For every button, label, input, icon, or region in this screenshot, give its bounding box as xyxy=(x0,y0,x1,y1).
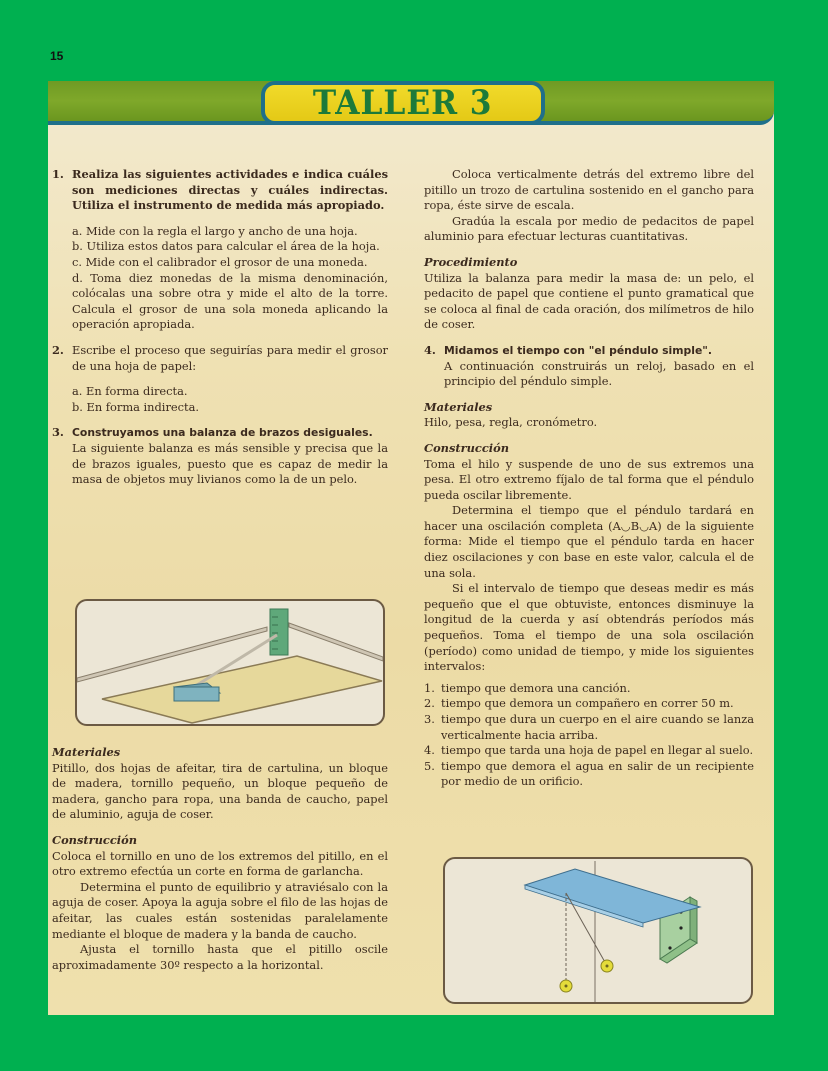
page-title: TALLER 3 xyxy=(313,83,493,123)
procedimiento-label: Procedimiento xyxy=(424,254,518,269)
pendulum-diagram xyxy=(443,857,753,1004)
exercise-3-title: Construyamos una balanza de brazos desiguales. xyxy=(72,426,373,440)
exercise-4 xyxy=(424,343,754,390)
construccion-paragraph-2: Determina el tiempo que el péndulo tardará en hacer una oscilación completa (A◡B◡A) de la siguiente forma: Mide el tiempo que el péndulo tarda en hacer diez oscilaciones y con base en este valor, calcula el de una sola. xyxy=(424,503,754,580)
construccion-paragraph-3: Ajusta el tornillo hasta que el pitillo oscile aproximadamente 30º respecto a la horizontal. xyxy=(52,942,388,972)
exercise-2-text: Escribe el proceso que seguirías para medir el grosor de una hoja de papel: xyxy=(72,342,388,373)
exercise-3 xyxy=(52,425,388,487)
intervals-list xyxy=(424,681,754,790)
materiales-text: Hilo, pesa, regla, cronómetro. xyxy=(424,415,598,430)
left-column-lower xyxy=(52,745,388,973)
materiales-text: Pitillo, dos hojas de afeitar, tira de cartulina, un bloque de madera, tornillo pequeño, un bloque pequeño de madera, gancho para ropa, una banda de caucho, papel de aluminio, aguja de coser. xyxy=(52,760,388,822)
construccion-continued-2: Gradúa la escala por medio de pedacitos de papel aluminio para efectuar lecturas cuantitativas. xyxy=(424,213,754,244)
left-column xyxy=(52,167,388,488)
balance-diagram xyxy=(75,599,385,726)
exercise-2-item-b: b. En forma indirecta. xyxy=(72,399,200,414)
construccion-paragraph-1: Toma el hilo y suspende de uno de sus extremos una pesa. El otro extremo fíjalo de tal forma que el péndulo pueda oscilar libremente. xyxy=(424,456,754,502)
construccion-continued-1: Coloca verticalmente detrás del extremo libre del pitillo un trozo de cartulina sostenido en el gancho para ropa, éste sirve de escala. xyxy=(424,167,754,213)
exercise-1-item-a: a. Mide con la regla el largo y ancho de una hoja. xyxy=(72,223,358,238)
construccion-paragraph-3: Si el intervalo de tiempo que deseas medir es más pequeño que el que obtuviste, entonces disminuye la longitud de la cuerda y así obtendrás períodos más pequeños. Toma el tiempo de una sola oscilación (período) como unidad de tiempo, y mide los siguientes intervalos: xyxy=(424,581,754,674)
pendulum-illustration-icon xyxy=(445,859,751,1002)
list-item: 1. tiempo que demora una canción. xyxy=(424,680,631,695)
exercise-3-text: La siguiente balanza es más sensible y precisa que la de brazos iguales, puesto que es capaz de medir la masa de objetos muy livianos como la de un pelo. xyxy=(72,440,388,487)
page-number: 15 xyxy=(50,49,64,63)
exercise-1-text: Realiza las siguientes actividades e indica cuáles son mediciones directas y cuáles indirectas. Utiliza el instrumento de medida más apropiado. xyxy=(72,167,388,213)
exercise-2 xyxy=(52,343,388,415)
construccion-label: Construcción xyxy=(424,440,509,455)
list-item: 2. tiempo que demora un compañero en correr 50 m. xyxy=(424,696,734,711)
title-badge xyxy=(261,81,545,125)
list-item: 5. tiempo que demora el agua en salir de un recipiente por medio de un orificio. xyxy=(424,758,754,789)
exercise-number: 1. xyxy=(52,167,64,181)
procedimiento-text: Utiliza la balanza para medir la masa de: un pelo, el pedacito de papel que contiene el punto gramatical que se coloca al final de cada oración, dos milímetros de hilo de coser. xyxy=(424,270,754,332)
list-item: 3. tiempo que dura un cuerpo en el aire cuando se lanza verticalmente hacia arriba. xyxy=(424,712,754,742)
exercise-number: 3. xyxy=(52,425,64,440)
exercise-1 xyxy=(52,167,388,333)
construccion-paragraph-1: Coloca el tornillo en uno de los extremos del pitillo, en el otro extremo efectúa un corte en forma de garlancha. xyxy=(52,848,388,879)
materiales-label: Materiales xyxy=(424,399,493,414)
exercise-1-item-d: d. Toma diez monedas de la misma denominación, colócalas una sobre otra y mide el alto de la torre. Calcula el grosor de una sola moneda aplicando la operación apropiada. xyxy=(72,270,388,332)
balance-illustration-icon xyxy=(77,601,383,724)
materiales-label: Materiales xyxy=(52,745,121,759)
exercise-4-text: A continuación construirás un reloj, basado en el principio del péndulo simple. xyxy=(444,358,754,389)
exercise-number: 4. xyxy=(424,342,436,357)
construccion-label: Construcción xyxy=(52,832,137,847)
worksheet-page xyxy=(48,81,774,1015)
exercise-2-item-a: a. En forma directa. xyxy=(72,384,188,399)
list-item: 4. tiempo que tarda una hoja de papel en llegar al suelo. xyxy=(424,743,754,758)
right-column xyxy=(424,167,754,790)
construccion-paragraph-2: Determina el punto de equilibrio y atraviésalo con la aguja de coser. Apoya la aguja sobre el filo de las hojas de afeitar, las cuales están sostenidas paralelamente mediante el bloque de madera y la banda de caucho. xyxy=(52,879,389,941)
exercise-4-title: Midamos el tiempo con "el péndulo simple". xyxy=(444,343,712,357)
exercise-number: 2. xyxy=(52,342,64,357)
exercise-1-item-c: c. Mide con el calibrador el grosor de una moneda. xyxy=(72,254,368,269)
exercise-1-item-b: b. Utiliza estos datos para calcular el área de la hoja. xyxy=(72,239,380,254)
